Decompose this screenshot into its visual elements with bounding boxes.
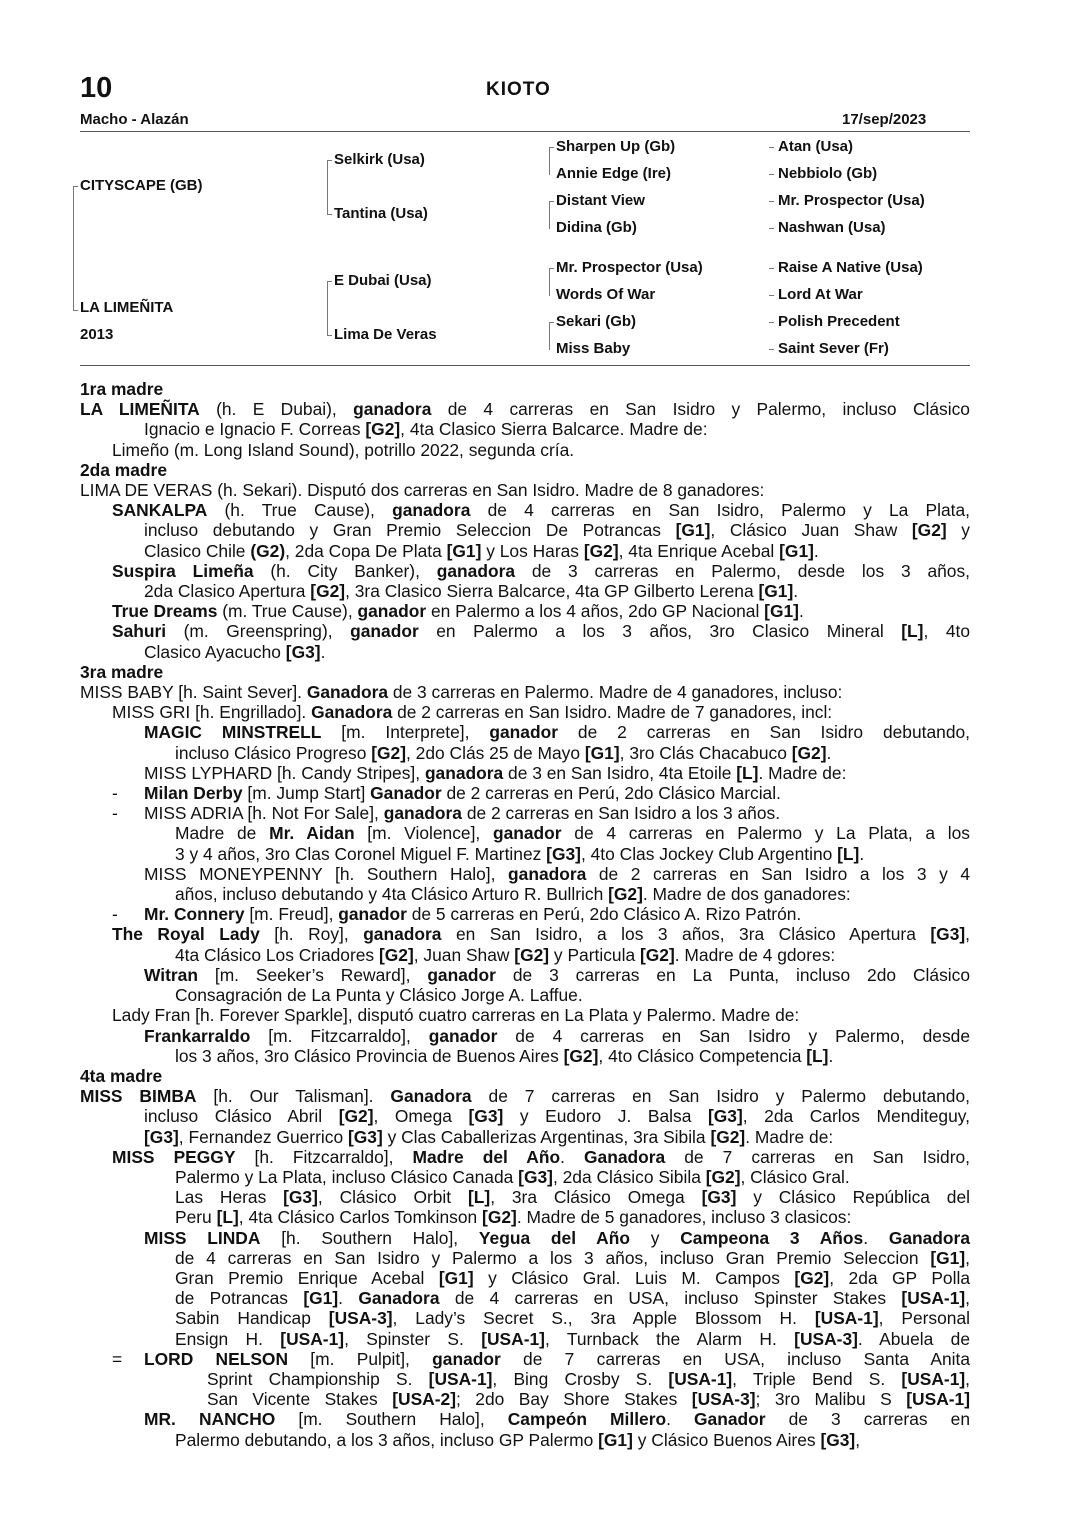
bracket-line <box>327 160 332 161</box>
pedigree-note-line: - Mr. Connery [m. Freud], ganador de 5 carreras en Perú, 2do Clásico A. Rizo Patrón. <box>112 904 802 925</box>
gen2-name: Selkirk (Usa) <box>334 151 425 168</box>
pedigree-note-line: Peru [L], 4ta Clásico Carlos Tomkinson [G2]. Madre de 5 ganadores, incluso 3 clasicos: <box>175 1207 852 1228</box>
pedigree-note-line: True Dreams (m. True Cause), ganador en Palermo a los 4 años, 2do GP Nacional [G1]. <box>112 601 804 622</box>
pedigree-note-line: - MISS ADRIA [h. Not For Sale], ganadora de 2 carreras en San Isidro a los 3 años. <box>112 803 781 824</box>
pedigree-note-line: incluso debutando y Gran Premio Seleccion De Potrancas [G1], Clásico Juan Shaw [G2] y <box>144 520 970 541</box>
pedigree-note-line: MISS MONEYPENNY [h. Southern Halo], ganadora de 2 carreras en San Isidro a los 3 y 4 <box>144 863 970 884</box>
birth-date: 17/sep/2023 <box>842 111 927 128</box>
pedigree-note-line: SANKALPA (h. True Cause), ganadora de 4 carreras en San Isidro, Palermo y La Plata, <box>112 500 971 521</box>
pedigree-note-line: los 3 años, 3ro Clásico Provincia de Buenos Aires [G2], 4to Clásico Competencia [L]. <box>175 1045 834 1066</box>
bracket-line <box>327 335 332 336</box>
bracket-line <box>769 174 774 175</box>
pedigree-note-line: LIMA DE VERAS (h. Sekari). Disputó dos carreras en San Isidro. Madre de 8 ganadores: <box>80 480 765 501</box>
bracket-line <box>73 186 74 311</box>
gen4-name: Saint Sever (Fr) <box>778 340 889 357</box>
pedigree-divider <box>80 365 970 366</box>
gen4-name: Lord At War <box>778 286 863 303</box>
pedigree-note-line: Consagración de La Punta y Clásico Jorge A. Laffue. <box>175 985 583 1006</box>
pedigree-note-line: Frankarraldo [m. Fitzcarraldo], ganador de 4 carreras en San Isidro y Palermo, desde <box>144 1025 970 1046</box>
horse-name: KIOTO <box>486 79 551 100</box>
pedigree-note-line: Las Heras [G3], Clásico Orbit [L], 3ra Clásico Omega [G3] y Clásico República del <box>175 1187 970 1208</box>
bracket-line <box>549 322 554 323</box>
pedigree-note-line: MISS BIMBA [h. Our Talisman]. Ganadora de 7 carreras en San Isidro y Palermo debutando, <box>80 1086 970 1107</box>
pedigree-note-line: incluso Clásico Abril [G2], Omega [G3] y Eudoro J. Balsa [G3], 2da Carlos Menditeguy, <box>144 1106 971 1127</box>
gen3-name: Distant View <box>556 192 645 209</box>
bracket-line <box>769 322 774 323</box>
pedigree-note-line: 2da Clasico Apertura [G2], 3ra Clasico Sierra Balcarce, 4ta GP Gilberto Lerena [G1]. <box>144 581 799 602</box>
gen4-name: Nebbiolo (Gb) <box>778 165 878 182</box>
pedigree-note-line: MISS GRI [h. Engrillado]. Ganadora de 2 carreras en San Isidro. Madre de 7 ganadores, incl: <box>112 702 833 723</box>
pedigree-note-line: The Royal Lady [h. Roy], ganadora en San Isidro, a los 3 años, 3ra Clásico Apertura [G3], <box>112 924 971 945</box>
pedigree-note-line: Palermo y La Plata, incluso Clásico Canada [G3], 2da Clásico Sibila [G2], Clásico Gral. <box>175 1166 850 1187</box>
bracket-line <box>769 228 774 229</box>
gen4-name: Raise A Native (Usa) <box>778 259 923 276</box>
pedigree-note-line: MR. NANCHO [m. Southern Halo], Campeón Millero. Ganador de 3 carreras en <box>144 1409 970 1430</box>
top-divider <box>80 131 970 132</box>
pedigree-note-line: Suspira Limeña (h. City Banker), ganadora de 3 carreras en Palermo, desde los 3 años, <box>112 560 970 581</box>
bracket-line <box>327 281 332 282</box>
gen2-name: Lima De Veras <box>334 326 437 343</box>
pedigree-note-line: San Vicente Stakes [USA-2]; 2do Bay Shore Stakes [USA-3]; 3ro Malibu S [USA-1] <box>207 1389 971 1410</box>
pedigree-note-line: Clasico Ayacucho [G3]. <box>144 641 326 662</box>
pedigree-note-line: MAGIC MINSTRELL [m. Interprete], ganador de 2 carreras en San Isidro debutando, <box>144 722 970 743</box>
pedigree-note-line: LA LIMEÑITA (h. E Dubai), ganadora de 4 carreras en San Isidro y Palermo, incluso Clásico <box>80 399 970 420</box>
section-heading: 1ra madre <box>80 379 164 399</box>
bracket-line <box>549 322 550 350</box>
pedigree-note-line: años, incluso debutando y 4ta Clásico Arturo R. Bullrich [G2]. Madre de dos ganadores: <box>175 884 851 905</box>
pedigree-note-line: Palermo debutando, a los 3 años, incluso GP Palermo [G1] y Clásico Buenos Aires [G3], <box>175 1429 861 1450</box>
gen4-name: Polish Precedent <box>778 313 900 330</box>
pedigree-note-line: de Potrancas [G1]. Ganadora de 4 carreras en USA, incluso Spinster Stakes [USA-1], <box>175 1288 971 1309</box>
bracket-line <box>769 268 774 269</box>
bracket-line <box>327 214 332 215</box>
bracket-line <box>549 268 550 296</box>
dam: LA LIMEÑITA <box>80 299 174 316</box>
gen3-name: Words Of War <box>556 286 656 303</box>
gen2-name: E Dubai (Usa) <box>334 272 432 289</box>
pedigree-note-line: Madre de Mr. Aidan [m. Violence], ganador de 4 carreras en Palermo y La Plata, a los <box>175 823 971 844</box>
bracket-line <box>327 281 328 336</box>
catalog-number: 10 <box>80 72 113 104</box>
pedigree-note-line: incluso Clásico Progreso [G2], 2do Clás 25 de Mayo [G1], 3ro Clás Chacabuco [G2]. <box>175 742 832 763</box>
gen2-name: Tantina (Usa) <box>334 205 428 222</box>
bracket-line <box>73 186 78 187</box>
dam-year: 2013 <box>80 326 114 343</box>
pedigree-note-line: Lady Fran [h. Forever Sparkle], disputó cuatro carreras en La Plata y Palermo. Madre de: <box>112 1005 800 1026</box>
gen4-name: Mr. Prospector (Usa) <box>778 192 925 209</box>
pedigree-note-line: [G3], Fernandez Guerrico [G3] y Clas Caballerizas Argentinas, 3ra Sibila [G2]. Madre de: <box>144 1126 834 1147</box>
bracket-line <box>549 268 554 269</box>
bracket-line <box>769 349 774 350</box>
bracket-line <box>549 201 554 202</box>
pedigree-note-line: Witran [m. Seeker’s Reward], ganador de 3 carreras en La Punta, incluso 2do Clásico <box>144 964 970 985</box>
section-heading: 3ra madre <box>80 661 164 682</box>
sex-color: Macho - Alazán <box>80 111 189 128</box>
bracket-line <box>327 160 328 215</box>
pedigree-note-line: Sprint Championship S. [USA-1], Bing Crosby S. [USA-1], Triple Bend S. [USA-1], <box>207 1368 971 1389</box>
bracket-line <box>769 201 774 202</box>
pedigree-note-line: Gran Premio Enrique Acebal [G1] y Clásico Gral. Luis M. Campos [G2], 2da GP Polla <box>175 1267 971 1288</box>
bracket-line <box>73 310 78 311</box>
gen3-name: Sekari (Gb) <box>556 313 637 330</box>
pedigree-note-line: de 4 carreras en San Isidro y Palermo a los 3 años, incluso Gran Premio Seleccion [G1], <box>175 1247 970 1268</box>
pedigree-note-line: MISS LYPHARD [h. Candy Stripes], ganadora de 3 en San Isidro, 4ta Etoile [L]. Madre de: <box>144 762 847 783</box>
pedigree-note-line: MISS LINDA [h. Southern Halo], Yegua del Año y Campeona 3 Años. Ganadora <box>144 1227 970 1248</box>
pedigree-note-line: = LORD NELSON [m. Pulpit], ganador de 7 carreras en USA, incluso Santa Anita <box>112 1348 970 1369</box>
pedigree-note-line: Sahuri (m. Greenspring), ganador en Palermo a los 3 años, 3ro Clasico Mineral [L], 4to <box>112 621 970 642</box>
gen3-name: Mr. Prospector (Usa) <box>556 259 703 276</box>
gen3-name: Sharpen Up (Gb) <box>556 138 676 155</box>
family-notes <box>80 379 970 1450</box>
sire: CITYSCAPE (GB) <box>80 177 203 194</box>
section-heading: 2da madre <box>80 459 167 480</box>
bracket-line <box>769 147 774 148</box>
pedigree-note-line: 4ta Clásico Los Criadores [G2], Juan Shaw [G2] y Particula [G2]. Madre de 4 gdores: <box>175 944 836 965</box>
bracket-line <box>549 201 550 229</box>
pedigree-note-line: MISS BABY [h. Saint Sever]. Ganadora de 3 carreras en Palermo. Madre de 4 ganadores, incluso: <box>80 682 843 703</box>
pedigree-note-line: - Milan Derby [m. Jump Start] Ganador de 2 carreras en Perú, 2do Clásico Marcial. <box>112 783 781 804</box>
gen3-name: Annie Edge (Ire) <box>556 165 672 182</box>
pedigree-note-line: Clasico Chile (G2), 2da Copa De Plata [G1] y Los Haras [G2], 4ta Enrique Acebal [G1]. <box>144 540 819 561</box>
bracket-line <box>549 147 554 148</box>
pedigree-note-line: Sabin Handicap [USA-3], Lady’s Secret S., 3ra Apple Blossom H. [USA-1], Personal <box>175 1308 970 1329</box>
bracket-line <box>769 295 774 296</box>
pedigree-note-line: Limeño (m. Long Island Sound), potrillo 2022, segunda cría. <box>112 439 575 460</box>
pedigree-note-line: MISS PEGGY [h. Fitzcarraldo], Madre del Año. Ganadora de 7 carreras en San Isidro, <box>112 1146 971 1167</box>
section-heading: 4ta madre <box>80 1065 163 1086</box>
gen3-name: Didina (Gb) <box>556 219 637 236</box>
pedigree-note-line: Ensign H. [USA-1], Spinster S. [USA-1], Turnback the Alarm H. [USA-3]. Abuela de <box>175 1328 971 1349</box>
bracket-line <box>549 147 550 175</box>
gen3-name: Miss Baby <box>556 340 631 357</box>
gen4-name: Nashwan (Usa) <box>778 219 886 236</box>
pedigree-note-line: 3 y 4 años, 3ro Clas Coronel Miguel F. Martinez [G3], 4to Clas Jockey Club Argentino [L]. <box>175 843 865 864</box>
pedigree-note-line: Ignacio e Ignacio F. Correas [G2], 4ta Clasico Sierra Balcarce. Madre de: <box>144 419 708 440</box>
gen4-name: Atan (Usa) <box>778 138 854 155</box>
